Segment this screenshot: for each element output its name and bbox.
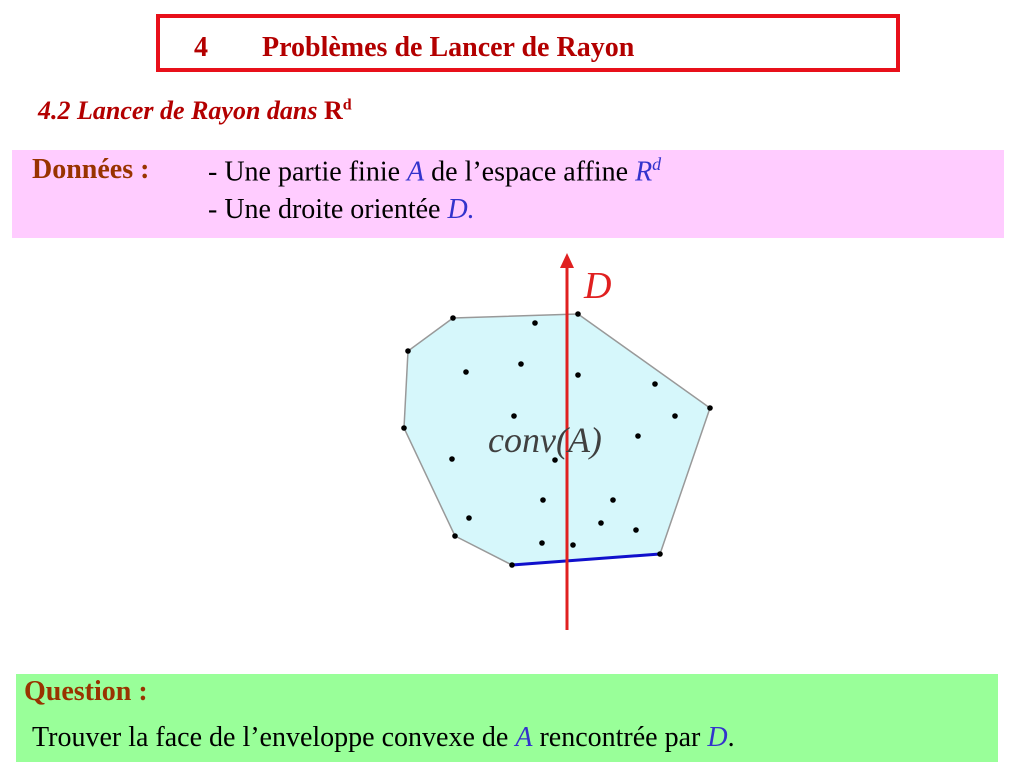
hull-label: conv(A) <box>488 420 602 460</box>
space-R: R <box>635 156 653 188</box>
line-label: D <box>584 265 612 307</box>
set-A: A <box>407 156 425 188</box>
question-label: Question : <box>24 676 148 707</box>
arrow-head-icon <box>560 253 574 268</box>
question-end: . <box>727 722 735 753</box>
question-text <box>32 722 735 754</box>
donnees-line1-pre: - Une partie finie <box>208 156 408 188</box>
title-text: Problèmes de Lancer de Rayon <box>262 32 635 63</box>
donnees-label: Données : <box>32 154 150 185</box>
space-exponent: d <box>652 154 662 174</box>
line-D: D. <box>447 194 475 225</box>
donnees-line1-mid: de l’espace affine <box>424 156 636 188</box>
donnees-line2-pre: - Une droite orientée <box>208 194 448 225</box>
section-exponent: d <box>342 96 352 114</box>
question-box <box>16 674 998 762</box>
title-number: 4 <box>194 32 208 63</box>
question-mid: rencontrée par <box>532 722 708 753</box>
question-pre: Trouver la face de l’enveloppe convexe de <box>32 722 516 753</box>
question-A: A <box>515 722 533 753</box>
question-D: D <box>707 722 728 753</box>
section-space: R <box>324 96 343 125</box>
section-prefix: 4.2 Lancer de Rayon dans <box>38 96 324 125</box>
